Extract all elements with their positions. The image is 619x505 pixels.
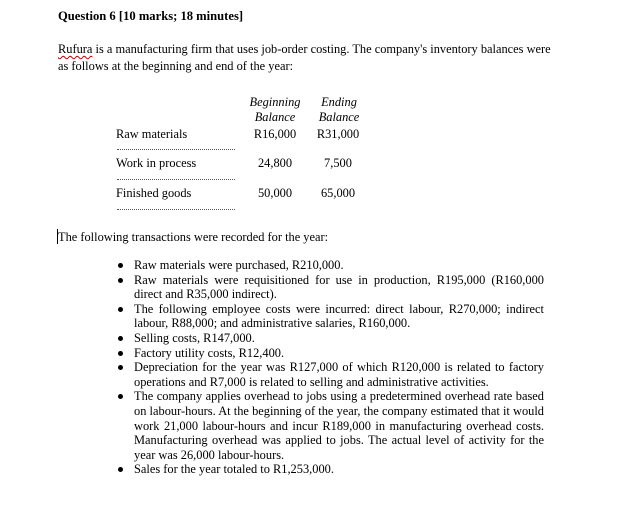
raw-materials-ending: R31,000: [316, 127, 360, 141]
column-header-beginning-balance: [246, 95, 304, 125]
list-item: [116, 360, 544, 389]
dotted-divider: [117, 209, 235, 210]
bullet-icon: [118, 263, 123, 268]
row-label-finished-goods: Finished goods: [116, 186, 192, 200]
column-header-line: Balance: [318, 110, 360, 124]
bullet-icon: [118, 365, 123, 370]
bullet-icon: [118, 278, 123, 283]
intro-text: is a manufacturing firm that uses job-order costing. The company's inventory balances were as follows at the beginning and end of the year:: [58, 42, 551, 73]
company-name: Rufura: [58, 42, 93, 56]
work-in-process-beginning: 24,800: [257, 156, 293, 170]
list-item: [116, 331, 544, 346]
list-item: [116, 346, 544, 361]
dotted-divider: [117, 179, 235, 180]
bullet-icon: [118, 336, 123, 341]
transactions-list: [116, 258, 544, 477]
work-in-process-ending: 7,500: [324, 156, 352, 170]
list-item: [116, 389, 544, 462]
list-item-text: The company applies overhead to jobs using a predetermined overhead rate based on labour-hours. At the beginning of the year, the company estimated that it would work 21,000 labour-hours and incur R189,000 in manufacturing overhead costs. Manufacturing overhead was applied to jobs. The actual level of activity for the year was 26,000 labour-hours.: [134, 389, 544, 462]
question-intro: [58, 41, 558, 75]
column-header-ending-balance: [310, 95, 368, 125]
question-heading: Question 6 [10 marks; 18 minutes]: [58, 9, 244, 23]
bullet-icon: [118, 467, 123, 472]
transactions-intro: The following transactions were recorded for the year:: [58, 230, 329, 244]
finished-goods-ending: 65,000: [320, 186, 356, 200]
bullet-icon: [118, 307, 123, 312]
list-item-text: Raw materials were purchased, R210,000.: [134, 258, 344, 272]
list-item: [116, 302, 544, 331]
column-header-line: Beginning: [249, 95, 301, 109]
list-item-text: Selling costs, R147,000.: [134, 330, 255, 345]
dotted-divider: [117, 149, 235, 150]
column-header-line: Balance: [254, 110, 296, 124]
list-item-text: Depreciation for the year was R127,000 of which R120,000 is related to factory operations and R7,000 is related to selling and administrative activities.: [134, 360, 544, 389]
list-item: [116, 273, 544, 302]
column-header-line: Ending: [321, 95, 357, 109]
list-item-text: Factory utility costs, R12,400.: [134, 345, 285, 360]
row-label-work-in-process: Work in process: [116, 156, 197, 170]
list-item-text: Raw materials were requisitioned for use in production, R195,000 (R160,000 direct and R35,000 indirect).: [134, 272, 544, 302]
finished-goods-beginning: 50,000: [257, 186, 293, 200]
bullet-icon: [118, 394, 123, 399]
list-item: [116, 258, 544, 273]
bullet-icon: [118, 351, 123, 356]
list-item-text: Sales for the year totaled to R1,253,000.: [134, 462, 334, 477]
list-item: [116, 462, 544, 477]
raw-materials-beginning: R16,000: [253, 127, 297, 141]
list-item-text: The following employee costs were incurred: direct labour, R270,000; indirect labour, R88,000; and administrative salaries, R160,000.: [134, 301, 544, 331]
row-label-raw-materials: Raw materials: [116, 127, 188, 141]
